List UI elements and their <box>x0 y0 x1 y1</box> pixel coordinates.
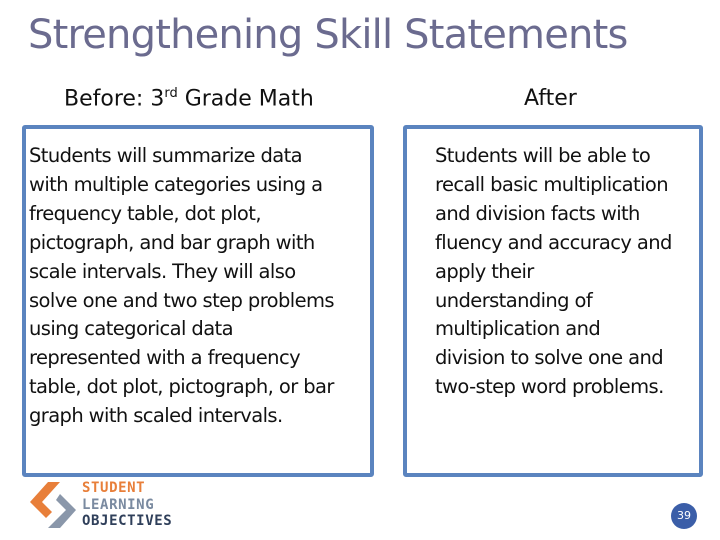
student-learning-objectives-logo <box>30 478 200 532</box>
before-heading <box>64 86 314 111</box>
before-statement-box <box>22 125 374 477</box>
logo-line-2: LEARNING <box>82 496 155 513</box>
after-statement-box <box>403 125 703 477</box>
after-statement-text: Students will be able to recall basic multiplication and division facts with fluency and accuracy and apply their understanding of multiplication and division to solve one and two-step word problems. <box>435 144 672 399</box>
logo-line-1: STUDENT <box>82 480 146 496</box>
before-statement-text: Students will summarize data with multiple categories using a frequency table, dot plot, pictograph, and bar graph with scale intervals. They will also solve one and two step problems using categorical data represented with a frequency table, dot plot, pictograph, or bar graph with scaled intervals. <box>29 144 334 428</box>
before-heading-prefix: Before: 3 <box>64 86 165 112</box>
slide-title: Strengthening Skill Statements <box>28 12 628 58</box>
logo-wordmark <box>82 480 172 530</box>
after-heading: After <box>524 86 577 111</box>
logo-line-3: OBJECTIVES <box>82 513 173 529</box>
before-heading-ordinal: rd <box>164 86 178 101</box>
page-number-badge: 39 <box>671 503 697 529</box>
slo-chevron-logo-icon <box>30 480 78 530</box>
before-heading-suffix: Grade Math <box>177 86 314 112</box>
